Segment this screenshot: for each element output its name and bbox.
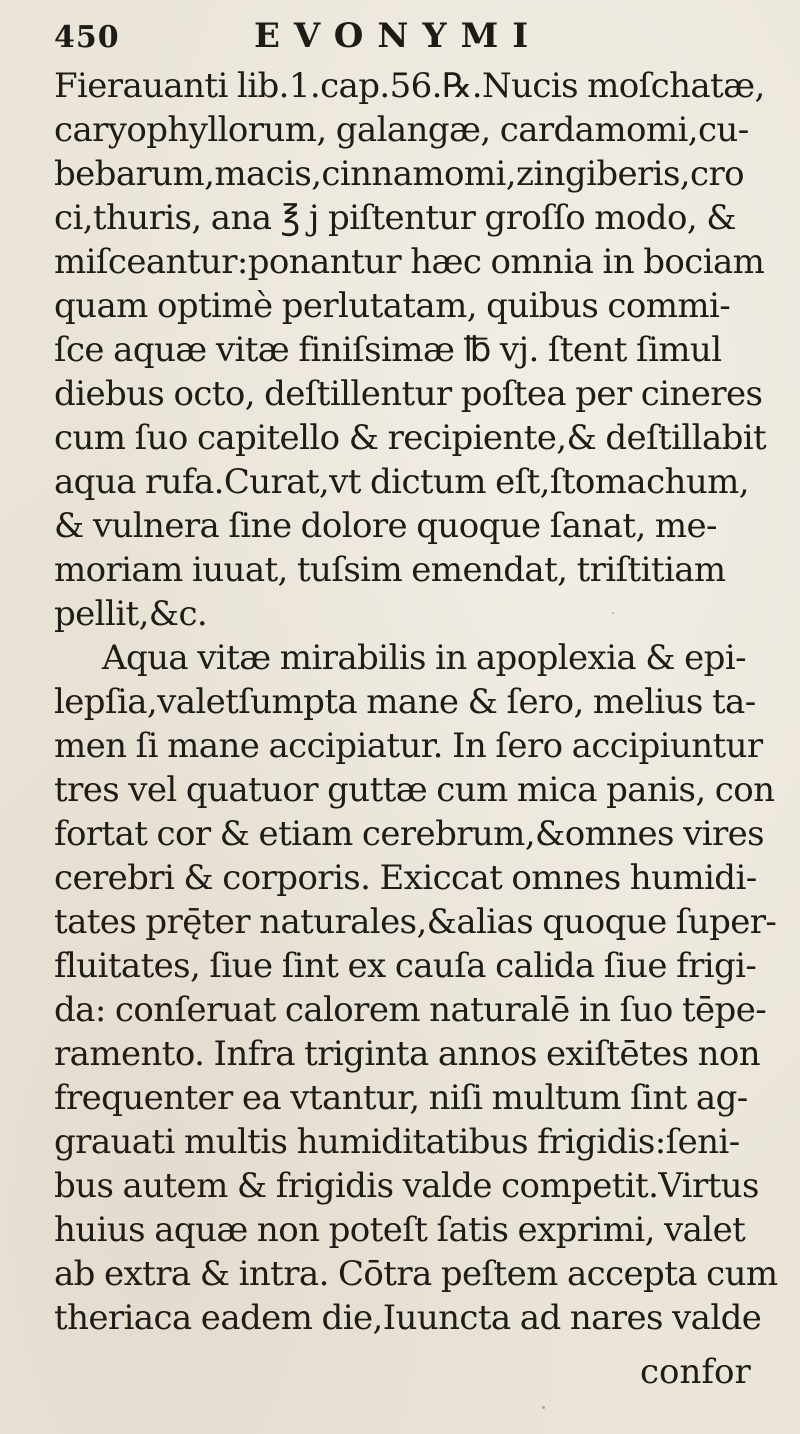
text-line: tates prę̄ter naturales,&alias quoque ſuper- — [54, 902, 777, 942]
text-line: bebarum,macis,cinnamomi,zingiberis,cro — [54, 154, 744, 194]
text-line: moriam iuuat, tuſsim emendat, triſtitiam — [54, 550, 726, 590]
text-line: frequenter ea vtantur, niſi multum ſint ag- — [54, 1078, 748, 1118]
text-line: men ſi mane accipiatur. In ſero accipiuntur — [54, 726, 763, 766]
text-line: lepſia,valetſumpta mane & ſero, melius ta- — [54, 682, 756, 722]
text-line: theriaca eadem die,Iuuncta ad nares valde — [54, 1298, 762, 1338]
text-line: fluitates, ſiue ſint ex cauſa calida ſiue frigi- — [54, 946, 757, 986]
paragraph-first-line: Aqua vitæ mirabilis in apoplexia & epi- — [102, 638, 746, 678]
running-title: EVONYMI — [254, 16, 543, 56]
text-line: diebus octo, deſtillentur poſtea per cineres — [54, 374, 763, 414]
paper-speck — [612, 612, 614, 614]
text-line: grauati multis humiditatibus frigidis:ſeni- — [54, 1122, 740, 1162]
text-line: ramento. Infra triginta annos exiſtētes non — [54, 1034, 761, 1074]
text-line: pellit,&c. — [54, 594, 208, 634]
text-line: ſce aquæ vitæ finiſsimæ ℔ vj. ſtent ſimul — [54, 330, 722, 370]
text-line: & vulnera ſine dolore quoque ſanat, me- — [54, 506, 717, 546]
text-line: Fierauanti lib.1.cap.56.℞.Nucis moſchatæ, — [54, 66, 765, 106]
text-line: huius aquæ non poteſt ſatis exprimi, valet — [54, 1210, 746, 1250]
text-line: miſceantur:ponantur hæc omnia in bociam — [54, 242, 765, 282]
text-line: fortat cor & etiam cerebrum,&omnes vires — [54, 814, 764, 854]
body-text — [54, 64, 778, 1340]
running-head — [54, 14, 774, 60]
text-line: tres vel quatuor guttæ cum mica panis, con — [54, 770, 775, 810]
text-line: ab extra & intra. Cōtra peſtem accepta cum — [54, 1254, 778, 1294]
text-line: aqua rufa.Curat,vt dictum eſt,ſtomachum, — [54, 462, 749, 502]
paper-speck — [542, 1406, 545, 1409]
text-line: bus autem & frigidis valde competit.Virtus — [54, 1166, 759, 1206]
catchword: confor — [640, 1352, 751, 1392]
text-line: cerebri & corporis. Exiccat omnes humidi- — [54, 858, 757, 898]
text-line: da: conſeruat calorem naturalē in ſuo tēpe- — [54, 990, 767, 1030]
text-line: quam optimè perlutatam, quibus commi- — [54, 286, 731, 326]
text-line: ci,thuris, ana ℥ j piſtentur groſſo modo, & — [54, 198, 736, 238]
page-number: 450 — [54, 20, 120, 55]
text-line: cum ſuo capitello & recipiente,& deſtillabit — [54, 418, 767, 458]
text-line: caryophyllorum, galangæ, cardamomi,cu- — [54, 110, 749, 150]
